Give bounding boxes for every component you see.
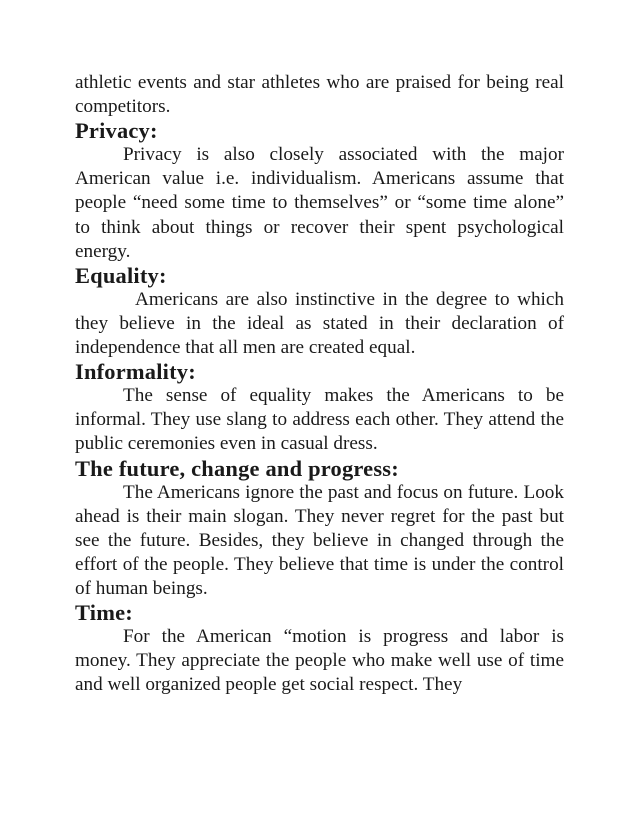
document-page bbox=[75, 71, 564, 697]
heading-informality: Informality: bbox=[75, 359, 196, 385]
heading-time: Time: bbox=[75, 600, 133, 626]
paragraph-equality: Americans are also instinctive in the degree to which they believe in the ideal as stated in their declaration of independence that all men are created equal. bbox=[75, 288, 564, 359]
heading-privacy: Privacy: bbox=[75, 118, 158, 144]
paragraph-time: For the American “motion is progress and labor is money. They appreciate the people who make well use of time and well organized people get social respect. They bbox=[75, 626, 564, 696]
paragraph-privacy: Privacy is also closely associated with the major American value i.e. individualism. Americans assume that people “need some time to themselves” or “some time alone” to think about things or recover their spent psychological energy. bbox=[75, 144, 564, 262]
heading-future-change-progress: The future, change and progress: bbox=[75, 455, 399, 481]
heading-equality: Equality: bbox=[75, 262, 167, 288]
paragraph-informality: The sense of equality makes the Americans to be informal. They use slang to address each other. They attend the public ceremonies even in casual dress. bbox=[75, 385, 564, 455]
paragraph-future-change-progress: The Americans ignore the past and focus on future. Look ahead is their main slogan. They never regret for the past but see the future. Besides, they believe in changed through the effort of the people. They believe that time is under the control of human beings. bbox=[75, 481, 564, 599]
intro-paragraph: athletic events and star athletes who are praised for being real competitors. bbox=[75, 72, 564, 118]
